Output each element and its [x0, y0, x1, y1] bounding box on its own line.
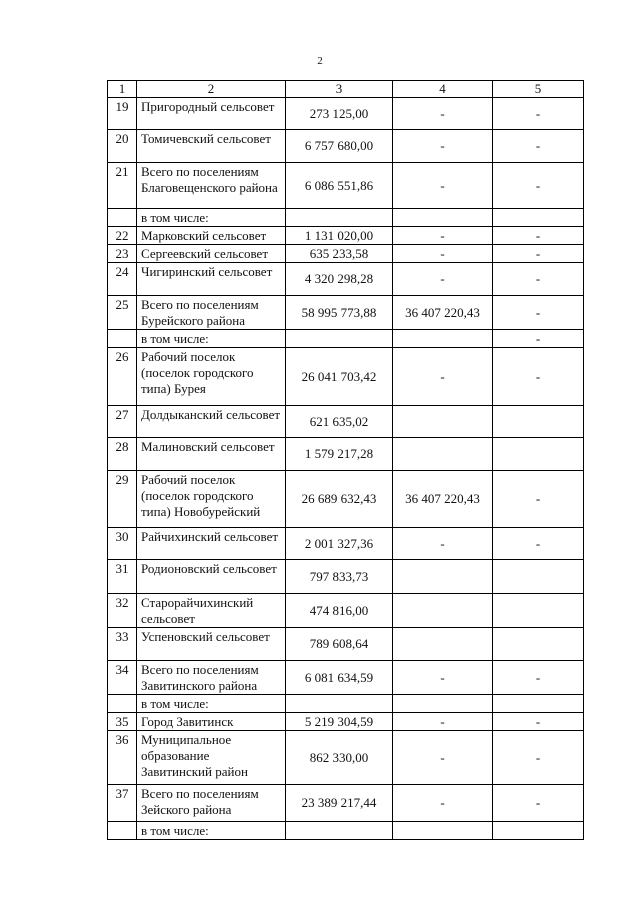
table-row [108, 163, 584, 209]
amount-col5-cell [493, 628, 584, 661]
settlement-name-cell: Сергеевский сельсовет [137, 245, 286, 263]
table-row [108, 330, 584, 348]
amount-col4-cell: - [393, 785, 493, 822]
settlement-name-cell: Всего по поселениям Благовещенского района [137, 163, 286, 209]
column-header: 5 [493, 81, 584, 98]
table-row [108, 731, 584, 785]
row-number-cell: 33 [108, 628, 137, 661]
amount-col5-cell: - [493, 296, 584, 330]
amount-col3-cell: 1 131 020,00 [286, 227, 393, 245]
row-number-cell: 20 [108, 130, 137, 163]
amount-col4-cell [393, 822, 493, 840]
row-number-cell [108, 822, 137, 840]
amount-col5-cell [493, 695, 584, 713]
column-header: 2 [137, 81, 286, 98]
table-row [108, 348, 584, 406]
amount-col3-cell: 635 233,58 [286, 245, 393, 263]
settlement-name-cell: Всего по поселениям Завитинского района [137, 661, 286, 695]
settlement-name-cell: Всего по поселениям Бурейского района [137, 296, 286, 330]
amount-col5-cell [493, 560, 584, 594]
amount-col5-cell: - [493, 731, 584, 785]
amount-col5-cell: - [493, 528, 584, 560]
amount-col4-cell [393, 560, 493, 594]
amount-col3-cell: 273 125,00 [286, 98, 393, 130]
amount-col5-cell [493, 406, 584, 438]
row-number-cell: 31 [108, 560, 137, 594]
amount-col3-cell: 23 389 217,44 [286, 785, 393, 822]
settlement-name-cell: Муниципальное образование Завитинский район [137, 731, 286, 785]
settlement-name-cell: Город Завитинск [137, 713, 286, 731]
settlement-name-cell: Всего по поселениям Зейского района [137, 785, 286, 822]
row-number-cell: 36 [108, 731, 137, 785]
row-number-cell: 32 [108, 594, 137, 628]
settlements-budget-table [107, 80, 584, 840]
amount-col5-cell: - [493, 661, 584, 695]
table-row [108, 438, 584, 471]
table-row [108, 695, 584, 713]
amount-col5-cell: - [493, 471, 584, 528]
column-header: 4 [393, 81, 493, 98]
row-number-cell: 23 [108, 245, 137, 263]
table-row [108, 98, 584, 130]
table-row [108, 594, 584, 628]
amount-col4-cell: - [393, 163, 493, 209]
column-header: 3 [286, 81, 393, 98]
amount-col4-cell [393, 628, 493, 661]
amount-col5-cell: - [493, 163, 584, 209]
settlement-name-cell: Малиновский сельсовет [137, 438, 286, 471]
amount-col3-cell: 6 757 680,00 [286, 130, 393, 163]
row-number-cell: 30 [108, 528, 137, 560]
settlement-name-cell: Чигиринский сельсовет [137, 263, 286, 296]
amount-col4-cell [393, 406, 493, 438]
amount-col4-cell: - [393, 731, 493, 785]
amount-col3-cell [286, 209, 393, 227]
row-number-cell: 22 [108, 227, 137, 245]
amount-col4-cell: - [393, 713, 493, 731]
settlement-name-cell: Старорайчихинский сельсовет [137, 594, 286, 628]
amount-col4-cell: - [393, 227, 493, 245]
amount-col4-cell [393, 330, 493, 348]
amount-col5-cell: - [493, 330, 584, 348]
amount-col5-cell: - [493, 713, 584, 731]
amount-col3-cell: 474 816,00 [286, 594, 393, 628]
row-number-cell [108, 330, 137, 348]
amount-col4-cell [393, 438, 493, 471]
table-row [108, 628, 584, 661]
row-number-cell: 34 [108, 661, 137, 695]
amount-col4-cell: - [393, 245, 493, 263]
amount-col3-cell [286, 822, 393, 840]
amount-col5-cell: - [493, 245, 584, 263]
amount-col3-cell: 621 635,02 [286, 406, 393, 438]
amount-col3-cell: 862 330,00 [286, 731, 393, 785]
table-row [108, 406, 584, 438]
amount-col3-cell: 6 086 551,86 [286, 163, 393, 209]
table-row [108, 661, 584, 695]
row-number-cell: 21 [108, 163, 137, 209]
amount-col4-cell: - [393, 263, 493, 296]
row-number-cell: 37 [108, 785, 137, 822]
amount-col4-cell [393, 695, 493, 713]
amount-col5-cell [493, 594, 584, 628]
row-number-cell: 19 [108, 98, 137, 130]
amount-col4-cell: - [393, 98, 493, 130]
table-row [108, 209, 584, 227]
table-row [108, 263, 584, 296]
page-number: 2 [317, 55, 323, 67]
row-number-cell: 29 [108, 471, 137, 528]
amount-col3-cell: 6 081 634,59 [286, 661, 393, 695]
amount-col3-cell: 5 219 304,59 [286, 713, 393, 731]
row-number-cell: 27 [108, 406, 137, 438]
table-row [108, 245, 584, 263]
row-number-cell: 35 [108, 713, 137, 731]
settlement-name-cell: Рабочий поселок (поселок городского типа) Бурея [137, 348, 286, 406]
amount-col4-cell: 36 407 220,43 [393, 471, 493, 528]
row-number-cell: 26 [108, 348, 137, 406]
amount-col3-cell: 1 579 217,28 [286, 438, 393, 471]
amount-col5-cell: - [493, 98, 584, 130]
amount-col3-cell [286, 330, 393, 348]
row-number-cell [108, 209, 137, 227]
amount-col3-cell: 4 320 298,28 [286, 263, 393, 296]
settlement-name-cell: Пригородный сельсовет [137, 98, 286, 130]
settlement-name-cell: Томичевский сельсовет [137, 130, 286, 163]
settlement-name-cell: в том числе: [137, 822, 286, 840]
amount-col5-cell: - [493, 348, 584, 406]
table-row [108, 713, 584, 731]
amount-col4-cell [393, 594, 493, 628]
row-number-cell: 25 [108, 296, 137, 330]
amount-col5-cell [493, 438, 584, 471]
amount-col5-cell: - [493, 130, 584, 163]
amount-col4-cell: - [393, 130, 493, 163]
amount-col3-cell: 58 995 773,88 [286, 296, 393, 330]
settlement-name-cell: Марковский сельсовет [137, 227, 286, 245]
amount-col4-cell: 36 407 220,43 [393, 296, 493, 330]
table-row [108, 130, 584, 163]
table-header-row [108, 81, 584, 98]
table-row [108, 296, 584, 330]
settlement-name-cell: Райчихинский сельсовет [137, 528, 286, 560]
settlement-name-cell: Родионовский сельсовет [137, 560, 286, 594]
table-row [108, 785, 584, 822]
amount-col3-cell: 26 689 632,43 [286, 471, 393, 528]
amount-col4-cell: - [393, 348, 493, 406]
settlement-name-cell: Долдыканский сельсовет [137, 406, 286, 438]
amount-col3-cell [286, 695, 393, 713]
amount-col5-cell [493, 822, 584, 840]
table-row [108, 560, 584, 594]
table-row [108, 471, 584, 528]
amount-col4-cell [393, 209, 493, 227]
settlement-name-cell: Рабочий поселок (поселок городского типа) Новобурейский [137, 471, 286, 528]
table-row [108, 227, 584, 245]
amount-col5-cell: - [493, 785, 584, 822]
row-number-cell: 24 [108, 263, 137, 296]
amount-col3-cell: 26 041 703,42 [286, 348, 393, 406]
settlement-name-cell: в том числе: [137, 330, 286, 348]
amount-col3-cell: 789 608,64 [286, 628, 393, 661]
amount-col4-cell: - [393, 661, 493, 695]
row-number-cell [108, 695, 137, 713]
amount-col3-cell: 797 833,73 [286, 560, 393, 594]
amount-col5-cell [493, 209, 584, 227]
settlement-name-cell: Успеновский сельсовет [137, 628, 286, 661]
column-header: 1 [108, 81, 137, 98]
amount-col4-cell: - [393, 528, 493, 560]
amount-col3-cell: 2 001 327,36 [286, 528, 393, 560]
settlement-name-cell: в том числе: [137, 209, 286, 227]
row-number-cell: 28 [108, 438, 137, 471]
amount-col5-cell: - [493, 227, 584, 245]
settlement-name-cell: в том числе: [137, 695, 286, 713]
table-row [108, 822, 584, 840]
amount-col5-cell: - [493, 263, 584, 296]
table-row [108, 528, 584, 560]
